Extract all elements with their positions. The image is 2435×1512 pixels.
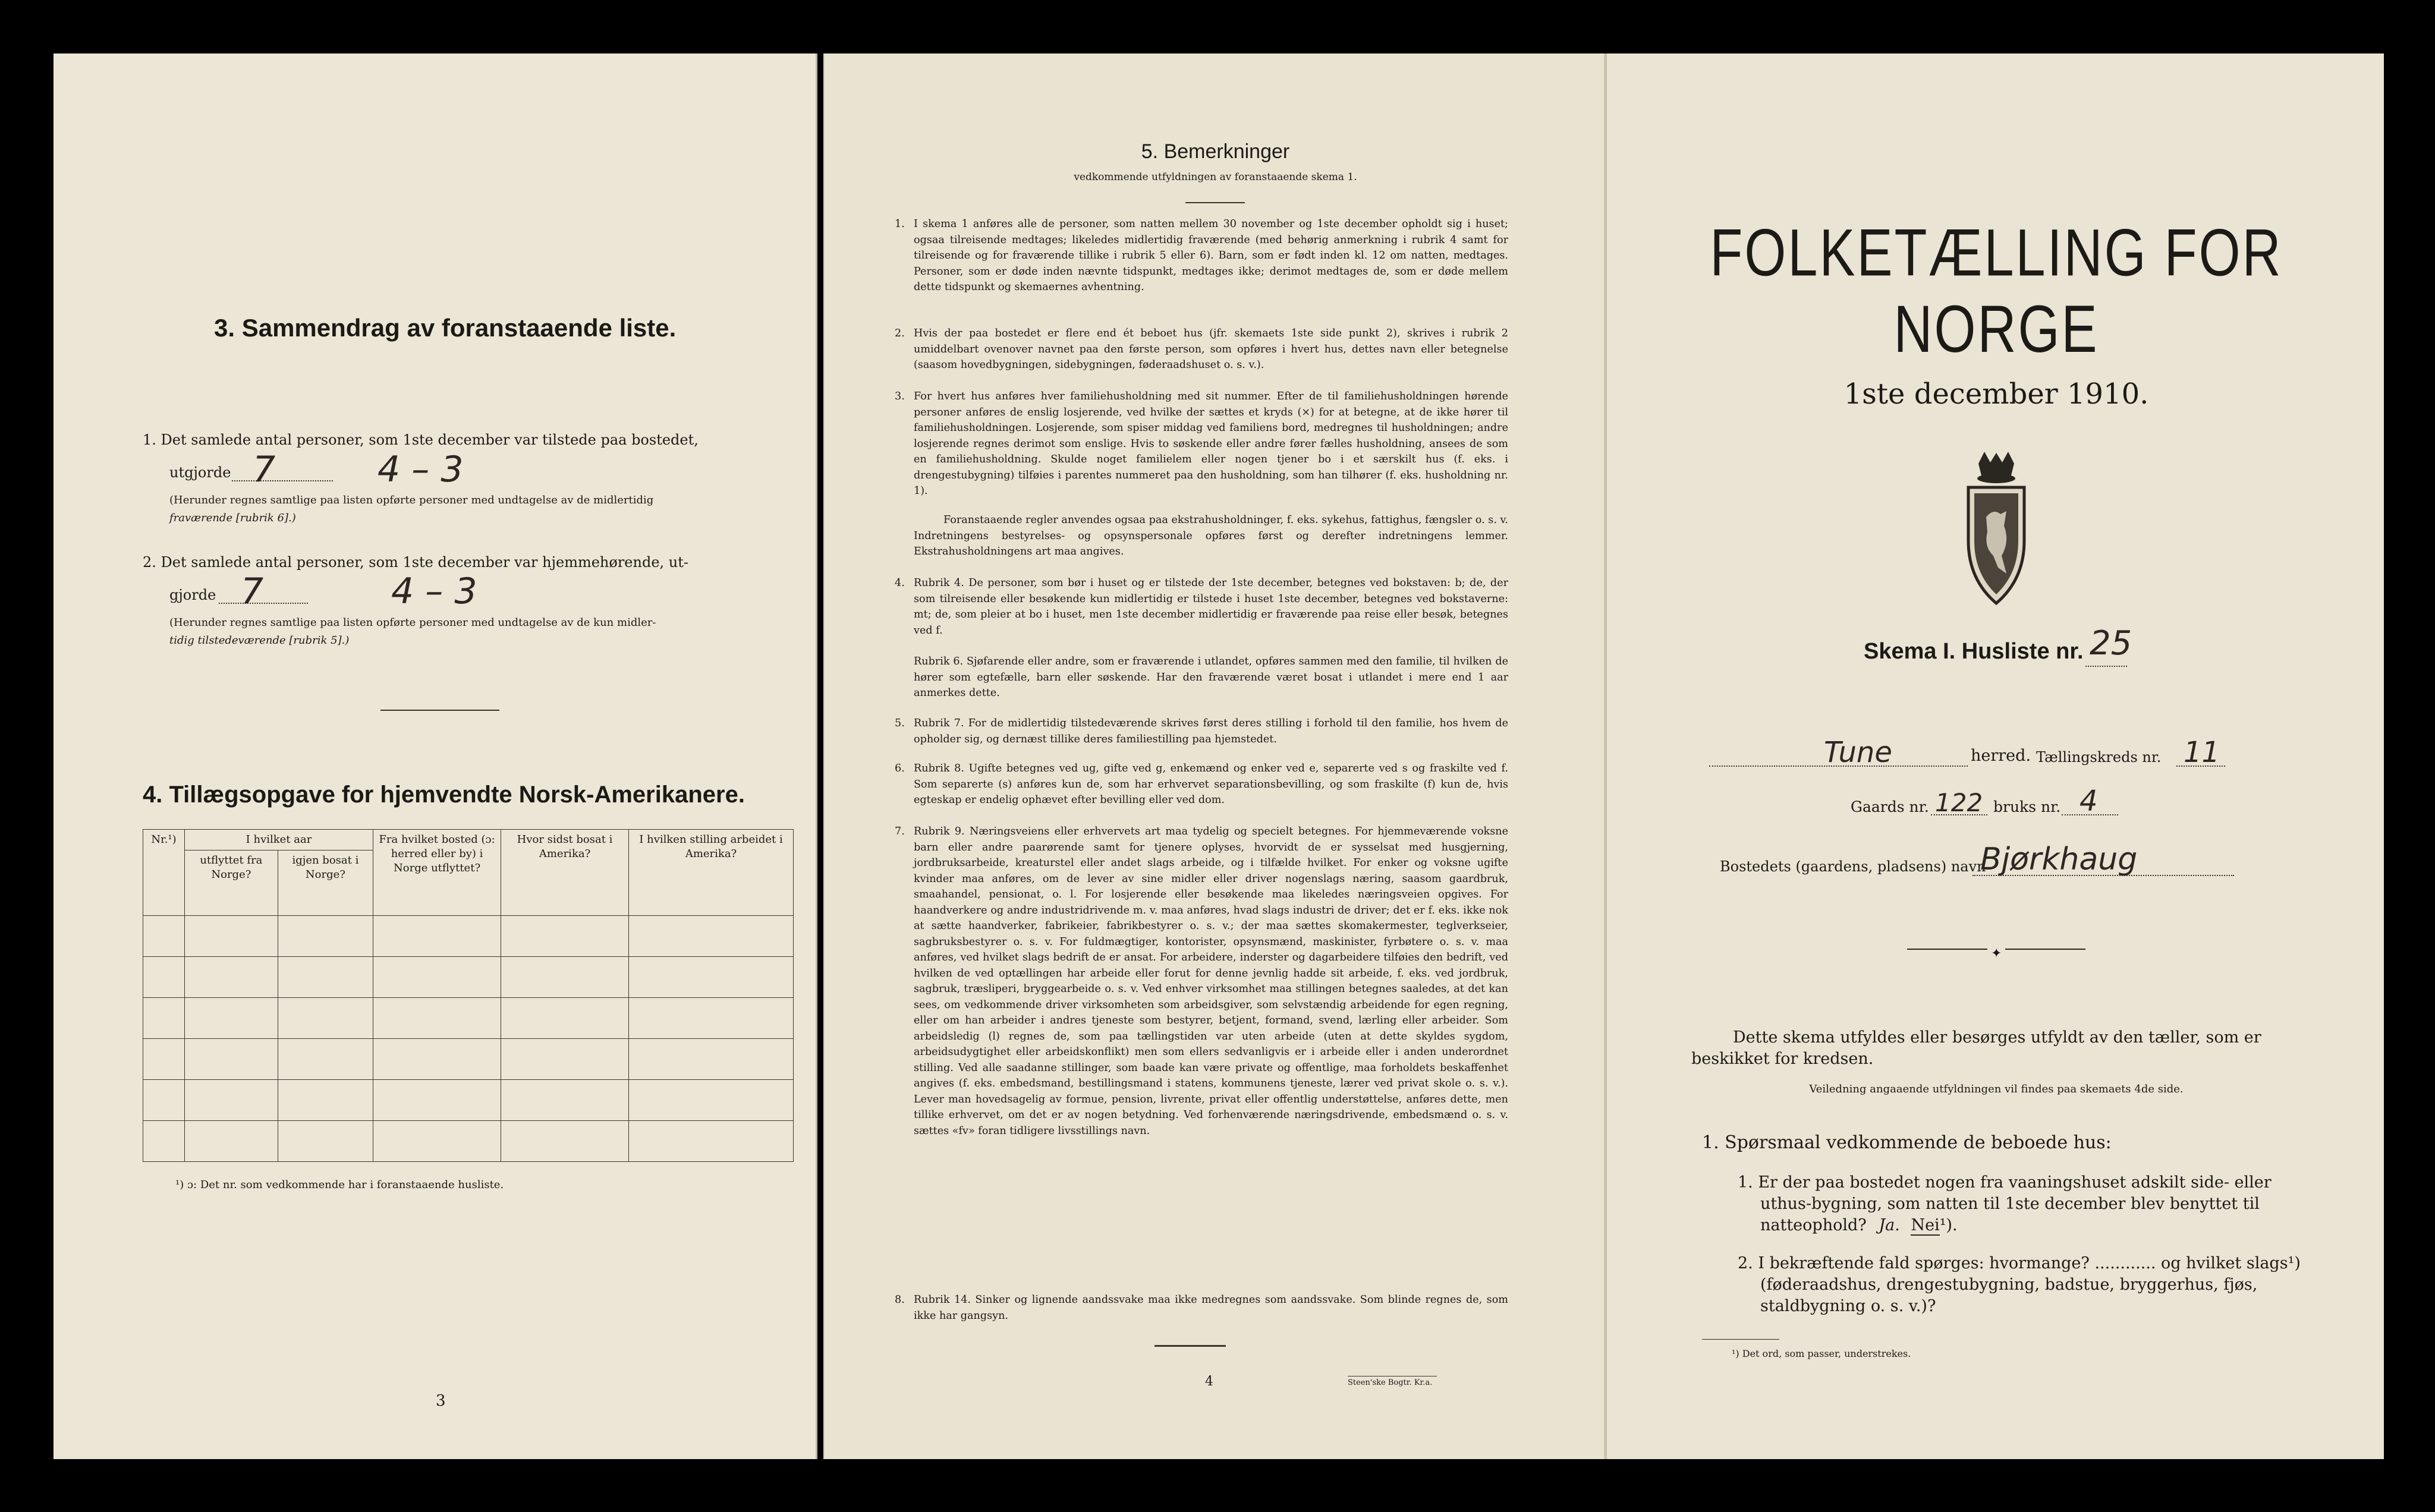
table-footnote: ¹) ɔ: Det nr. som vedkommende har i foranstaaende husliste. (175, 1179, 504, 1191)
bruks-number: 4 (2079, 785, 2098, 818)
item1-handwritten-total: 7 (253, 449, 276, 490)
remark-1: 1. I skema 1 anføres alle de personer, som natten mellem 30 november og 1ste december opholdt sig i huset; ogsaa tilreisende medtages; likeledes midlertidig fraværende (med behørig anmerkning i rubrik 4 samt for tilreisende og for fraværende tillike i rubrik 5 eller 6). Barn, som er født inden kl. 12 om natten, medtages. Personer, som er døde inden nævnte tidspunkt, medtages ikke; derimot medtages de, som er døde mellem dette tidspunkt og skemaernes avhentning. (895, 218, 1508, 293)
table-row (143, 1039, 794, 1080)
remark-3b: Foranstaaende regler anvendes ogsaa paa ekstrahusholdninger, f. eks. sykehus, fattighus, fængsler o. s. v. Indretningens bestyrelses- og opsynspersonale opføres først og derefter indretningens lemmer. Ekstrahusholdningens art maa angives. (914, 514, 1508, 557)
page-number: 4 (1205, 1374, 1213, 1389)
norsk-amerikanere-table (143, 829, 794, 1162)
remark-8: 8. Rubrik 14. Sinker og lignende aandssvake maa ikke medregnes som aandssvake. Som blinde regnes de, som ikke har gangsyn. (895, 1294, 1508, 1322)
title-rule (1185, 202, 1245, 203)
remark-7: 7. Rubrik 9. Næringsveiens eller erhvervets art maa tydelig og specielt betegnes. For hjemmeværende voksne barn eller andre paarørende samt for tjenere oplyses, hvorvidt de er sysselsat med husgjerning, jordbruksarbeide, kreaturstel eller andet slags arbeide, og i tilfælde hvilket. For enker og voksne ugifte kvinder maa anføres, om de lever av sine midler eller driver nogenslags næring, saasom gaardbruk, smaahandel, pensionat, o. l. For losjerende eller besøkende maa likeledes næringsveien opgives. For haandverkere og andre industridrivende m. v. maa anføres, hvad slags industri de driver; det er f. eks. ikke nok at sætte haandverker, fabrikeier, fabrikbestyrer o. s. v.; der maa sættes skomakermester, teglverkseier, sagbruksbestyrer o. s. v. For fuldmægtiger, kontorister, opsynsmænd, maskinister, fyrbøtere o. s. v. maa anføres, ved hvilket slags bedrift de er ansat. For arbeidere, inderster og dagarbeidere tilføies den bedrift, ved hvilken de ved optællingen har arbeide eller forut for denne jevnlig hadde sit arbeide, f. eks. ved jordbruk, sagbruk, træsliperi, bryggearbeide o. s. v. Ved enhver virksomhet maa stillingen betegnes saaledes, at det kan sees, om vedkommende driver virksomheten som arbeidsgiver, som selvstændig arbeidende for egen regning, eller om han arbeider i andres tjeneste som bestyrer, betjent, formand, svend, lærling eller arbeider. Som arbeidsledig (l) regnes de, som paa tællingstiden var uten arbeide (uten at dette skyldes sygdom, arbeidsudygtighet eller arbeidskonflikt) men som ellers sedvanligvis er i arbeide eller i anden underordnet stilling. Ved alle saadanne stillinger, som baade kan være private og offentlige, maa forholdets beskaffenhet angives (f. eks. embedsmand, bestillingsmand i statens, kommunens tjeneste, lærer ved privat skole o. s. v.). Lever man hovedsagelig av formue, pension, livrente, privat eller offentlig understøttelse, anføres dette, men tillike erhvervet, om det er av nogen betydning. Ved forhenværende næringsdrivende, embedsmænd o. s. v. sættes «fv» foran tidligere livsstillings navn. (895, 826, 1508, 1137)
coat-of-arms-icon (1958, 452, 2035, 606)
remark-3: 3. For hvert hus anføres hver familiehusholdning med sit nummer. Efter de til familiehusholdningen hørende personer anføres de enslig losjerende, ved hvilke der sættes et kryds (×) for at betegne, at de ikke hører til familiehusholdningen. Losjerende, som spiser middag ved familiens bord, medregnes til husholdningen; andre losjerende regnes derimot som enslige. Hvis to søskende eller andre fører fælles husholdning, ansees de som en familiehusholdning. Skulde noget familielem eller nogen tjener bo i et særskilt hus (f. eks. i drengestubygning) tilføies i parentes nummeret paa den husholdning, som han tilhører (f. eks. husholdning nr. 1). (895, 390, 1508, 497)
item2-note-1: (Herunder regnes samtlige paa listen opførte personer med undtagelse av de kun midler- (169, 616, 656, 629)
skema-label: Skema I. Husliste nr. (1864, 639, 2084, 664)
remark-5: 5. Rubrik 7. For de midlertidig tilstedeværende skrives først deres stilling i forhold til den familie, hos hvem de opholder sig, og dernæst tillike deres familiestilling paa hjemstedet. (895, 717, 1508, 745)
col-group-aar: I hvilket aar (185, 830, 373, 850)
husliste-number: 25 (2090, 624, 2132, 663)
item2-note-2: tidig tilstedeværende [rubrik 5].) (169, 634, 350, 647)
table-row (143, 916, 794, 957)
page-left (54, 53, 817, 1459)
end-rule (1154, 1345, 1226, 1347)
table-row (143, 998, 794, 1039)
section-divider (380, 710, 499, 711)
remarks-title: 5. Bemerkninger (1141, 140, 1290, 163)
herred-label: herred. (1971, 746, 2031, 765)
item1-label: utgjorde (169, 464, 231, 481)
printer-imprint: Steen'ske Bogtr. Kr.a. (1348, 1376, 1437, 1387)
ornament-icon: ✦ (1987, 946, 2005, 961)
bosted-name: Bjørkhaug (1980, 842, 2138, 877)
footnote: ¹) Det ord, som passer, understrekes. (1732, 1348, 1911, 1359)
table-row (143, 1121, 794, 1162)
bosted-label: Bostedets (gaardens, pladsens) navn (1720, 858, 1986, 875)
table-row (143, 1080, 794, 1121)
item1-note-2: fraværende [rubrik 6].) (169, 512, 296, 524)
item1-text: 1. Det samlede antal personer, som 1ste december var tilstede paa bostedet, (143, 431, 699, 448)
page-right (1605, 53, 2384, 1459)
footnote-rule (1702, 1339, 1779, 1340)
remark-2: 2. Hvis der paa bostedet er flere end ét beboet hus (jfr. skemaets 1ste side punkt 2), skrives i rubrik 2 umiddelbart ovenover navnet paa den første person, som opføres i hvert hus, dettes navn eller betegnelse (saasom hovedbygningen, sidebygningen, føderaadshuset o. s. v.). (895, 327, 1508, 371)
intro-text: Dette skema utfyldes eller besørges utfyldt av den tæller, som er beskikket for kredsen. (1691, 1028, 2261, 1068)
remark-6: 6. Rubrik 8. Ugifte betegnes ved ug, gifte ved g, enkemænd og enker ved e, separerte ved s og fraskilte ved f. Som separerte (s) anføres kun de, som har erhvervet separationsbevilling, og som fraskilte (f) kun de, hvis egteskap er endelig ophævet efter bevilling eller ved dom. (895, 763, 1508, 806)
bruks-label: bruks nr. (1993, 798, 2061, 815)
census-date: 1ste december 1910. (1843, 377, 2149, 411)
item2-label: gjorde (169, 587, 216, 603)
gaards-number: 122 (1935, 788, 1983, 817)
item1-handwritten-split: 4 – 3 (377, 449, 464, 490)
item2-handwritten-split: 4 – 3 (391, 571, 477, 612)
remark-4: 4. Rubrik 4. De personer, som bør i huset og er tilstede der 1ste december, betegnes ved bokstaven: b; de, der som tilreisende eller besøkende kun midlertidig er tilstede i huset 1ste december, betegnes ved bokstaverne: mt; de, som pleier at bo i huset, men 1ste december midlertidig er fraværende paa reise eller besøk, betegnes ved f. (895, 577, 1508, 637)
answer-nei: Nei (1911, 1216, 1940, 1234)
herred-name: Tune (1824, 736, 1892, 769)
section3-title: 3. Sammendrag av foranstaaende liste. (214, 314, 677, 342)
main-title: FOLKETÆLLING FOR NORGE (1710, 216, 2283, 367)
kreds-number: 11 (2184, 736, 2220, 769)
col-nr: Nr.¹) (143, 830, 185, 916)
kreds-label: Tællingskreds nr. (2036, 749, 2162, 766)
item1-fill-line (232, 480, 333, 481)
col-stilling: I hvilken stilling arbeidet i Amerika? (629, 830, 794, 916)
table-row (143, 957, 794, 998)
page-middle (823, 53, 1605, 1459)
remarks-subtitle: vedkommende utfyldningen av foranstaaende skema 1. (1074, 171, 1357, 183)
question-1: 1. Er der paa bostedet nogen fra vaaningshuset adskilt side- eller uthus-bygning, som natten til 1ste december blev benyttet til natteophold? Ja. Nei¹). (1738, 1173, 2272, 1234)
section4-title: 4. Tillægsopgave for hjemvendte Norsk-Amerikanere. (143, 782, 745, 808)
question-heading: 1. Spørsmaal vedkommende de beboede hus: (1702, 1132, 2112, 1153)
item2-handwritten-total: 7 (241, 571, 264, 612)
item1-note-1: (Herunder regnes samtlige paa listen opførte personer med undtagelse av de midlertidig (169, 494, 654, 506)
page-number: 3 (436, 1392, 446, 1410)
col-utflyttet: utflyttet fra Norge? (185, 850, 278, 916)
gaards-label: Gaards nr. (1851, 798, 1929, 815)
col-sidst-bosat: Hvor sidst bosat i Amerika? (501, 830, 629, 916)
col-herred: Fra hvilket bosted (ɔ: herred eller by) i Norge utflyttet? (373, 830, 501, 916)
intro-note: Veiledning angaaende utfyldningen vil findes paa skemaets 4de side. (1809, 1083, 2184, 1095)
question-2: 2. I bekræftende fald spørges: hvormange? ............ og hvilket slags¹) (føderaadshus, drengestubygning, badstue, bryggerhus, fjøs, staldbygning o. s. v.)? (1738, 1254, 2301, 1315)
item2-text: 2. Det samlede antal personer, som 1ste december var hjemmehørende, ut- (143, 554, 688, 571)
remark-4b: Rubrik 6. Sjøfarende eller andre, som er fraværende i utlandet, opføres sammen med den familie, til hvilken de hører som egtefælle, barn eller søskende. Har den fraværende været bosat i utlandet i mere end 1 aar anmerkes dette. (914, 656, 1508, 699)
husliste-line (2085, 666, 2127, 667)
col-igjen-bosat: igjen bosat i Norge? (278, 850, 373, 916)
